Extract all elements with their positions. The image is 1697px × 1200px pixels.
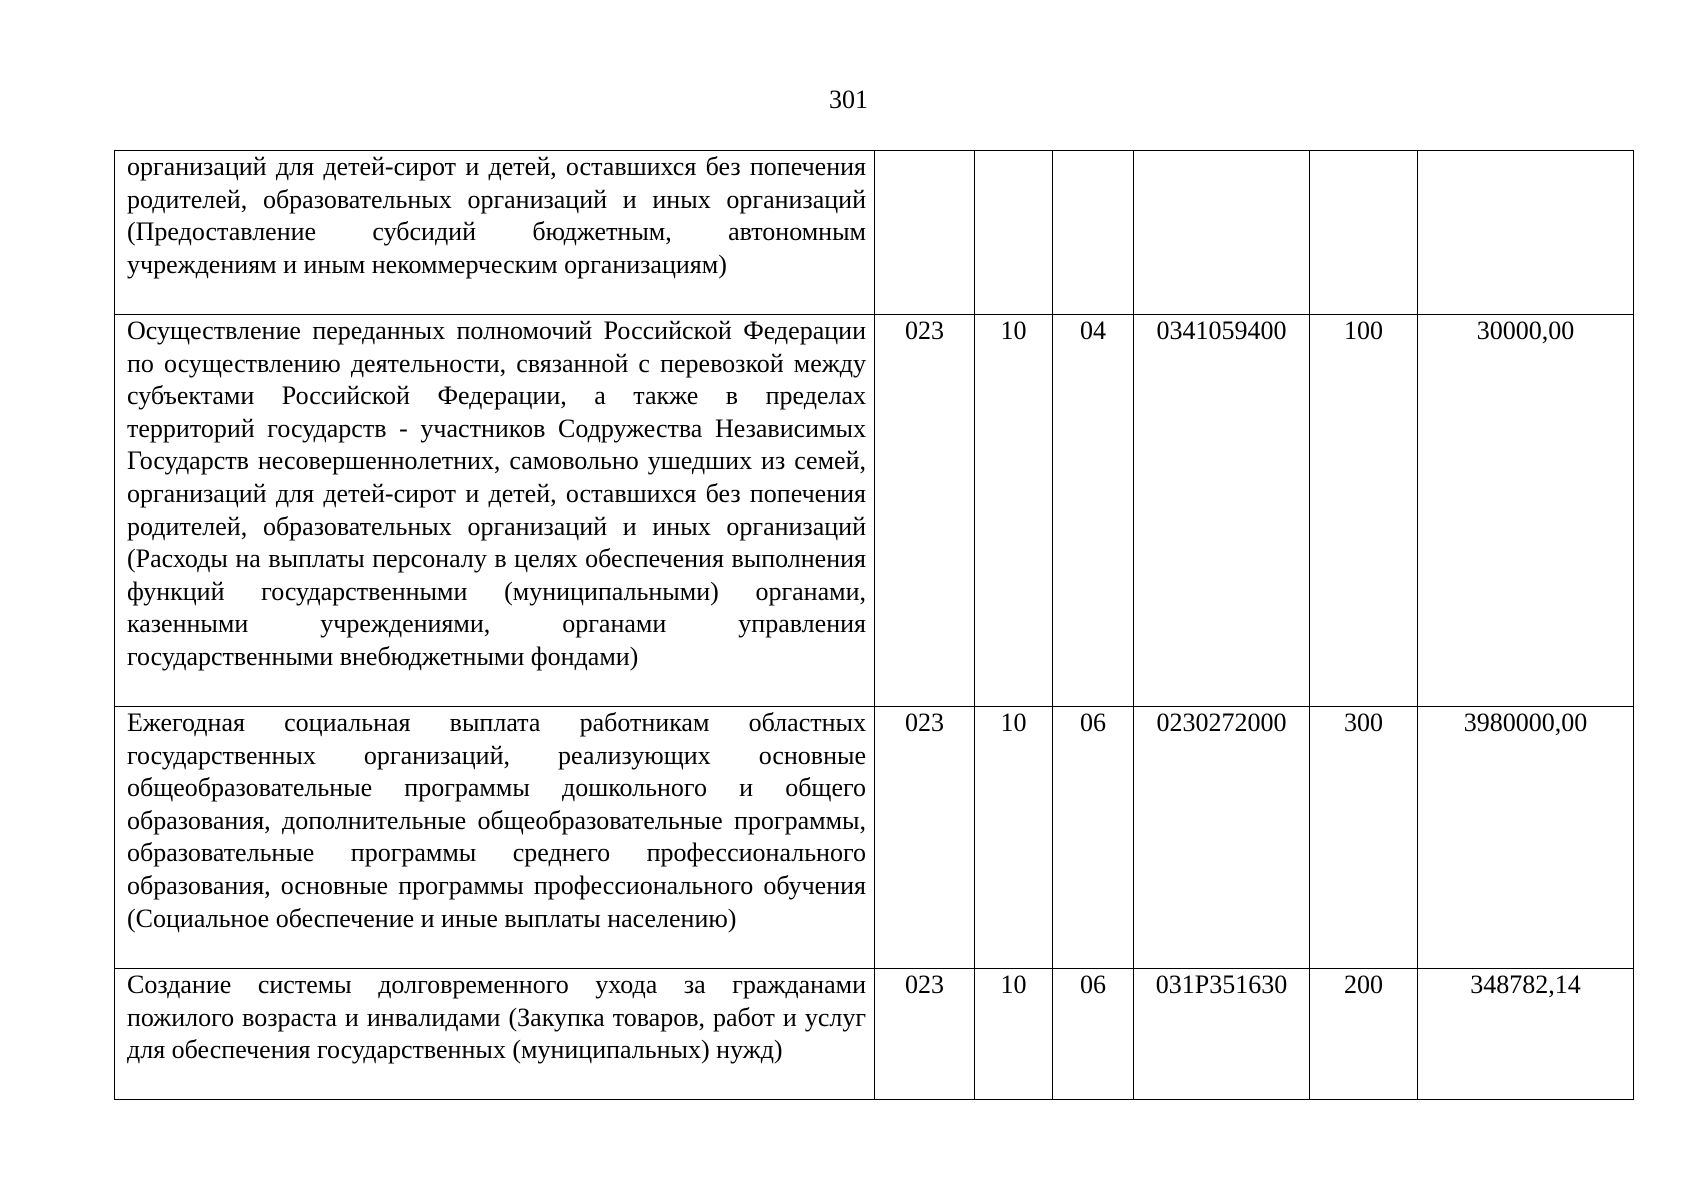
subsection-code: 06 [1053, 969, 1134, 1100]
row-description: Осуществление переданных полномочий Российской Федерации по осуществлению деятельности, связанной с перевозкой между субъектами Российской Федерации, а также в пределах территорий государств - участников Содружества Независимых Государств несовершеннолетних, самовольно ушедших из семей, организаций для детей-сирот и детей, оставшихся без попечения родителей, образовательных организаций и иных организаций (Расходы на выплаты персоналу в целях обеспечения выполнения функций государственными (муниципальными) органами, казенными учреждениями, органами управления государственными внебюджетными фондами) [115, 315, 875, 707]
table-row [115, 315, 1634, 707]
ministry-code: 023 [875, 707, 975, 969]
budget-table [114, 150, 1634, 1100]
section-code: 10 [975, 969, 1053, 1100]
amount-value: 348782,14 [1418, 969, 1634, 1100]
ministry-code: 023 [875, 315, 975, 707]
row-description: Ежегодная социальная выплата работникам областных государственных организаций, реализующих основные общеобразовательные программы дошкольного и общего образования, дополнительные общеобразовательные программы, образовательные программы среднего профессионального образования, основные программы профессионального обучения (Социальное обеспечение и иные выплаты населению) [115, 707, 875, 969]
expense-type-code [1310, 151, 1418, 315]
section-code [975, 151, 1053, 315]
section-code: 10 [975, 707, 1053, 969]
amount-value: 3980000,00 [1418, 707, 1634, 969]
target-article-code [1134, 151, 1310, 315]
table-row [115, 969, 1634, 1100]
row-description: организаций для детей-сирот и детей, оставшихся без попечения родителей, образовательных организаций и иных организаций (Предоставление субсидий бюджетным, автономным учреждениям и иным некоммерческим организациям) [115, 151, 875, 315]
expense-type-code: 200 [1310, 969, 1418, 1100]
expense-type-code: 100 [1310, 315, 1418, 707]
amount-value [1418, 151, 1634, 315]
row-description: Создание системы долговременного ухода за гражданами пожилого возраста и инвалидами (Закупка товаров, работ и услуг для обеспечения государственных (муниципальных) нужд) [115, 969, 875, 1100]
target-article-code: 0341059400 [1134, 315, 1310, 707]
table-row [115, 707, 1634, 969]
amount-value: 30000,00 [1418, 315, 1634, 707]
section-code: 10 [975, 315, 1053, 707]
ministry-code [875, 151, 975, 315]
table-row [115, 151, 1634, 315]
ministry-code: 023 [875, 969, 975, 1100]
subsection-code: 04 [1053, 315, 1134, 707]
target-article-code: 031Р351630 [1134, 969, 1310, 1100]
subsection-code: 06 [1053, 707, 1134, 969]
target-article-code: 0230272000 [1134, 707, 1310, 969]
subsection-code [1053, 151, 1134, 315]
expense-type-code: 300 [1310, 707, 1418, 969]
page-number: 301 [829, 85, 868, 114]
